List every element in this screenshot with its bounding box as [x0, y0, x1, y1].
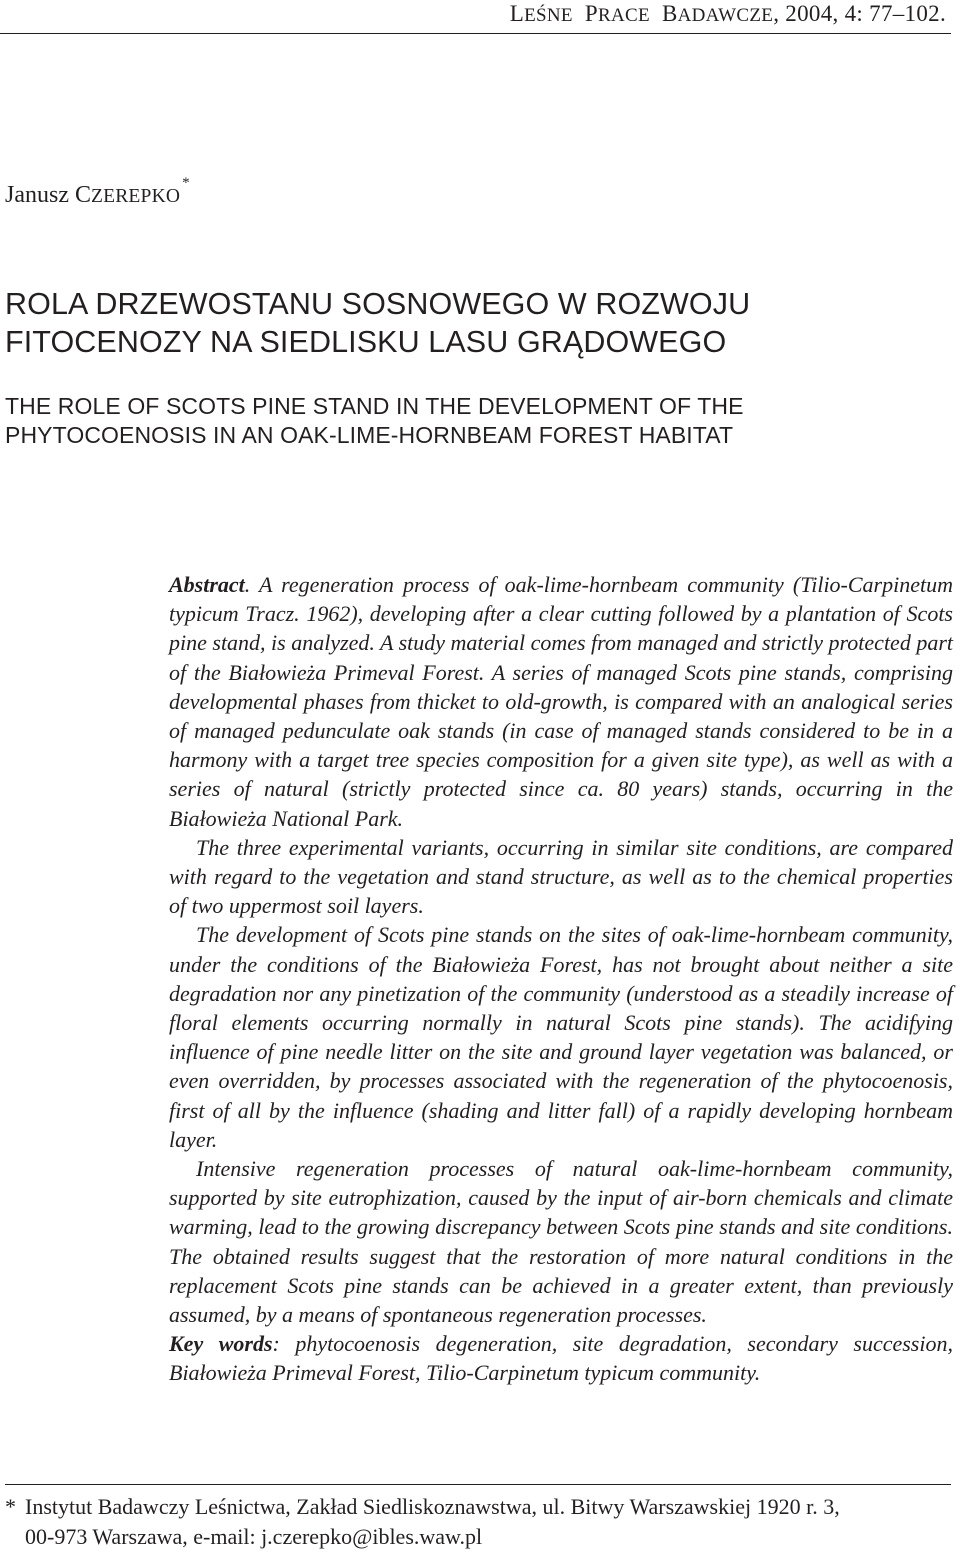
journal-initial-2: P	[584, 1, 598, 26]
abstract-paragraph-2: The three experimental variants, occurring in similar site conditions, are compared with regard to the vegetation and stand structure, as well as to the chemical properties of two uppermost soil layers.	[169, 834, 953, 919]
abstract-block	[169, 570, 953, 1388]
author-line	[5, 175, 190, 211]
running-head	[510, 0, 946, 30]
title-polish: ROLA DRZEWOSTANU SOSNOWEGO W ROZWOJU FITOCENOZY NA SIEDLISKU LASU GRĄDOWEGO	[5, 287, 751, 359]
footnote	[5, 1492, 925, 1552]
title-english: THE ROLE OF SCOTS PINE STAND IN THE DEVELOPMENT OF THE PHYTOCOENOSIS IN AN OAK-LIME-HORNBEAM FOREST HABITAT	[5, 393, 744, 448]
keywords-text: : phytocoenosis degeneration, site degradation, secondary succession, Białowieża Primeval Forest, Tilio-Carpinetum typicum community.	[169, 1331, 953, 1386]
footnote-marker: *	[5, 1494, 16, 1519]
keywords-label: Key words	[169, 1331, 273, 1357]
journal-word-1-rest: EŚNE	[524, 5, 573, 26]
journal-initial-1: L	[509, 1, 525, 26]
keywords-paragraph	[169, 1329, 953, 1387]
author-footnote-mark: *	[182, 175, 190, 191]
footnote-line-1	[5, 1492, 925, 1522]
author-surname-initial: C	[74, 182, 91, 208]
abstract-paragraph-4: Intensive regeneration processes of natural oak-lime-hornbeam community, supported by site eutrophization, caused by the input of air-born chemicals and climate warming, lead to the growing discrepancy between Scots pine stands and site conditions. The obtained results suggest that the restoration of more natural conditions in the replacement Scots pine stands can be achieved in a greater extent, than previously assumed, by a means of spontaneous regeneration processes.	[169, 1156, 953, 1328]
footnote-rule	[5, 1484, 951, 1485]
author-first-name: Janusz	[5, 182, 69, 208]
journal-citation: , 2004, 4: 77–102.	[773, 1, 946, 26]
journal-initial-3: B	[661, 1, 678, 26]
footnote-line-2: 00-973 Warszawa, e-mail: j.czerepko@ibles.waw.pl	[25, 1524, 483, 1549]
abstract-text-1: . A regeneration process of oak-lime-hornbeam community (Tilio-Carpinetum typicum Tracz. 1962), developing after a clear cutting followed by a plantation of Scots pine stand, is analyzed. A study material comes from managed and strictly protected part of the Białowieża Primeval Forest. A series of managed Scots pine stands, comprising developmental phases from thicket to old-growth, is compared with an analogical series of managed pedunculate oak stands (in case of managed stands considered to be in a harmony with a target tree species composition for a given site type), as well as with a series of natural (strictly protected since ca. 80 years) stands, occurring in the Białowieża National Park.	[169, 572, 953, 831]
journal-word-2-rest: RACE	[598, 5, 650, 26]
footnote-affiliation: Instytut Badawczy Leśnictwa, Zakład Siedliskoznawstwa, ul. Bitwy Warszawskiej 1920 r. 3,	[25, 1494, 840, 1519]
abstract-paragraph-1	[169, 570, 953, 833]
author-surname-rest: ZEREPKO	[91, 186, 181, 207]
abstract-label: Abstract	[169, 572, 245, 597]
journal-word-3-rest: ADAWCZE	[677, 5, 774, 26]
header-rule	[0, 33, 951, 34]
abstract-paragraph-3: The development of Scots pine stands on the sites of oak-lime-hornbeam community, under the conditions of the Białowieża Forest, has not brought about neither a site degradation nor any pinetization of the community (understood as a steadily increase of floral elements occurring normally in natural Scots pine stands). The acidifying influence of pine needle litter on the site and ground layer vegetation was balanced, or even overridden, by processes associated with the regeneration of the phytocoenosis, first of all by the influence (shading and litter fall) of a rapidly developing hornbeam layer.	[169, 922, 953, 1152]
